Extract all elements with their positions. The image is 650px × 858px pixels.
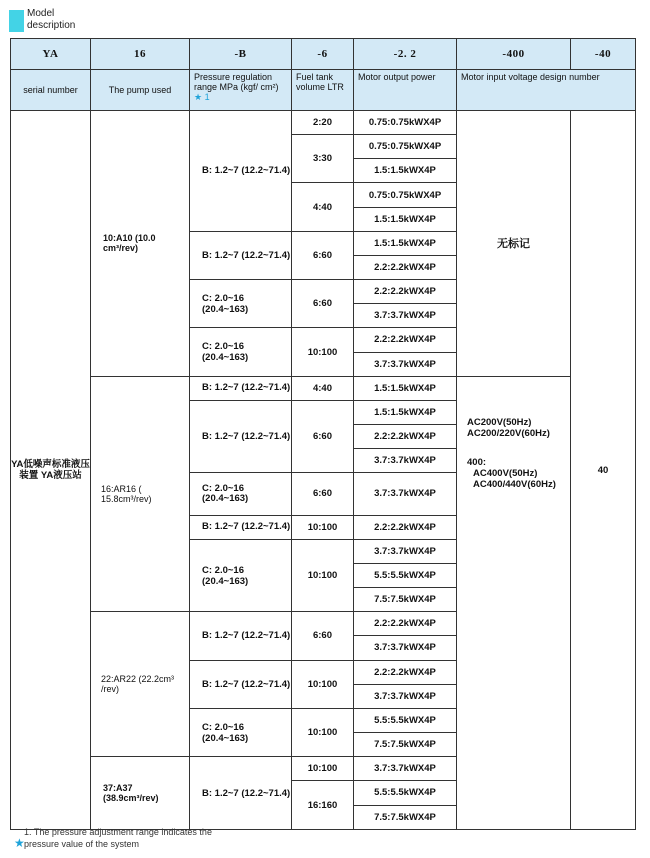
motor-cell: 3.7:3.7kWX4P — [354, 539, 457, 563]
tank-cell: 16:160 — [292, 781, 354, 830]
motor-cell: 2.2:2.2kWX4P — [354, 425, 457, 449]
motor-cell: 5.5:5.5kWX4P — [354, 708, 457, 732]
motor-cell: 7.5:7.5kWX4P — [354, 588, 457, 612]
header-color-swatch — [9, 10, 24, 32]
motor-cell: 3.7:3.7kWX4P — [354, 757, 457, 781]
motor-cell: 1.5:1.5kWX4P — [354, 207, 457, 231]
code-tank: -6 — [292, 39, 354, 70]
footnote-star-icon: ★ — [14, 836, 25, 850]
motor-cell: 5.5:5.5kWX4P — [354, 563, 457, 587]
pressure-cell: B: 1.2~7 (12.2~71.4) — [190, 111, 292, 232]
pressure-cell: B: 1.2~7 (12.2~71.4) — [190, 612, 292, 660]
motor-cell: 5.5:5.5kWX4P — [354, 781, 457, 805]
motor-cell: 3.7:3.7kWX4P — [354, 636, 457, 660]
pressure-cell: C: 2.0~16 (20.4~163) — [190, 539, 292, 611]
motor-cell: 3.7:3.7kWX4P — [354, 304, 457, 328]
pressure-cell: B: 1.2~7 (12.2~71.4) — [190, 660, 292, 708]
label-tank: Fuel tank volume LTR — [292, 70, 354, 111]
tank-cell: 10:100 — [292, 328, 354, 376]
tank-cell: 3:30 — [292, 135, 354, 183]
motor-cell: 2.2:2.2kWX4P — [354, 280, 457, 304]
design-number: 40 — [571, 111, 636, 830]
motor-cell: 3.7:3.7kWX4P — [354, 449, 457, 473]
label-serial: serial number — [11, 70, 91, 111]
code-motor: -2. 2 — [354, 39, 457, 70]
motor-cell: 7.5:7.5kWX4P — [354, 733, 457, 757]
tank-cell: 6:60 — [292, 400, 354, 472]
tank-cell: 10:100 — [292, 757, 354, 781]
motor-cell: 7.5:7.5kWX4P — [354, 805, 457, 830]
pressure-cell: B: 1.2~7 (12.2~71.4) — [190, 515, 292, 539]
tank-cell: 6:60 — [292, 231, 354, 279]
pressure-cell: B: 1.2~7 (12.2~71.4) — [190, 376, 292, 400]
code-row — [11, 39, 636, 70]
header-title: Model description — [27, 8, 76, 31]
pressure-cell: B: 1.2~7 (12.2~71.4) — [190, 400, 292, 472]
pressure-cell: C: 2.0~16 (20.4~163) — [190, 328, 292, 376]
motor-cell: 0.75:0.75kWX4P — [354, 135, 457, 159]
pressure-cell: B: 1.2~7 (12.2~71.4) — [190, 757, 292, 830]
motor-cell: 2.2:2.2kWX4P — [354, 255, 457, 279]
motor-cell: 2.2:2.2kWX4P — [354, 328, 457, 352]
label-pump: The pump used — [91, 70, 190, 111]
pressure-cell: C: 2.0~16 (20.4~163) — [190, 473, 292, 515]
table-row — [11, 111, 636, 135]
motor-cell: 0.75:0.75kWX4P — [354, 183, 457, 207]
motor-cell: 0.75:0.75kWX4P — [354, 111, 457, 135]
motor-cell: 2.2:2.2kWX4P — [354, 515, 457, 539]
motor-cell: 3.7:3.7kWX4P — [354, 473, 457, 515]
label-pressure: Pressure regulation range MPa (kgf/ cm²) ★ 1 — [190, 70, 292, 111]
code-series: YA — [11, 39, 91, 70]
voltage-none: 无标记 — [457, 111, 571, 377]
tank-cell: 6:60 — [292, 612, 354, 660]
code-voltage: -400 — [457, 39, 571, 70]
motor-cell: 1.5:1.5kWX4P — [354, 231, 457, 255]
footnote: 1. The pressure adjustment range indicates the pressure value of the system — [24, 827, 212, 849]
motor-cell: 2.2:2.2kWX4P — [354, 612, 457, 636]
tank-cell: 6:60 — [292, 473, 354, 515]
voltage-options: AC200V(50Hz) AC200/220V(60Hz) 400: AC400V(50Hz) AC400/440V(60Hz) — [457, 376, 571, 829]
label-voltage: Motor input voltage design number — [457, 70, 636, 111]
code-pump: 16 — [91, 39, 190, 70]
pump-ar16: 16:AR16 ( 15.8cm³/rev) — [91, 376, 190, 612]
pressure-cell: B: 1.2~7 (12.2~71.4) — [190, 231, 292, 279]
motor-cell: 1.5:1.5kWX4P — [354, 400, 457, 424]
pressure-cell: C: 2.0~16 (20.4~163) — [190, 708, 292, 756]
motor-cell: 2.2:2.2kWX4P — [354, 660, 457, 684]
table-row — [11, 376, 636, 400]
tank-cell: 10:100 — [292, 708, 354, 756]
tank-cell: 10:100 — [292, 539, 354, 611]
pump-a10: 10:A10 (10.0 cm³/rev) — [91, 111, 190, 377]
motor-cell: 3.7:3.7kWX4P — [354, 684, 457, 708]
pump-a37: 37:A37 (38.9cm³/rev) — [91, 757, 190, 830]
pressure-cell: C: 2.0~16 (20.4~163) — [190, 280, 292, 328]
pump-ar22: 22:AR22 (22.2cm³ /rev) — [91, 612, 190, 757]
label-motor: Motor output power — [354, 70, 457, 111]
tank-cell: 6:60 — [292, 280, 354, 328]
serial-cell: YA低噪声标准液压装置 YA液压站 — [11, 111, 91, 830]
label-row — [11, 70, 636, 111]
star-icon: ★ 1 — [194, 92, 210, 102]
code-design: -40 — [571, 39, 636, 70]
tank-cell: 10:100 — [292, 660, 354, 708]
motor-cell: 3.7:3.7kWX4P — [354, 352, 457, 376]
tank-cell: 10:100 — [292, 515, 354, 539]
code-pressure: -B — [190, 39, 292, 70]
tank-cell: 4:40 — [292, 376, 354, 400]
tank-cell: 2:20 — [292, 111, 354, 135]
motor-cell: 1.5:1.5kWX4P — [354, 159, 457, 183]
motor-cell: 1.5:1.5kWX4P — [354, 376, 457, 400]
model-description-table — [10, 38, 636, 830]
tank-cell: 4:40 — [292, 183, 354, 231]
